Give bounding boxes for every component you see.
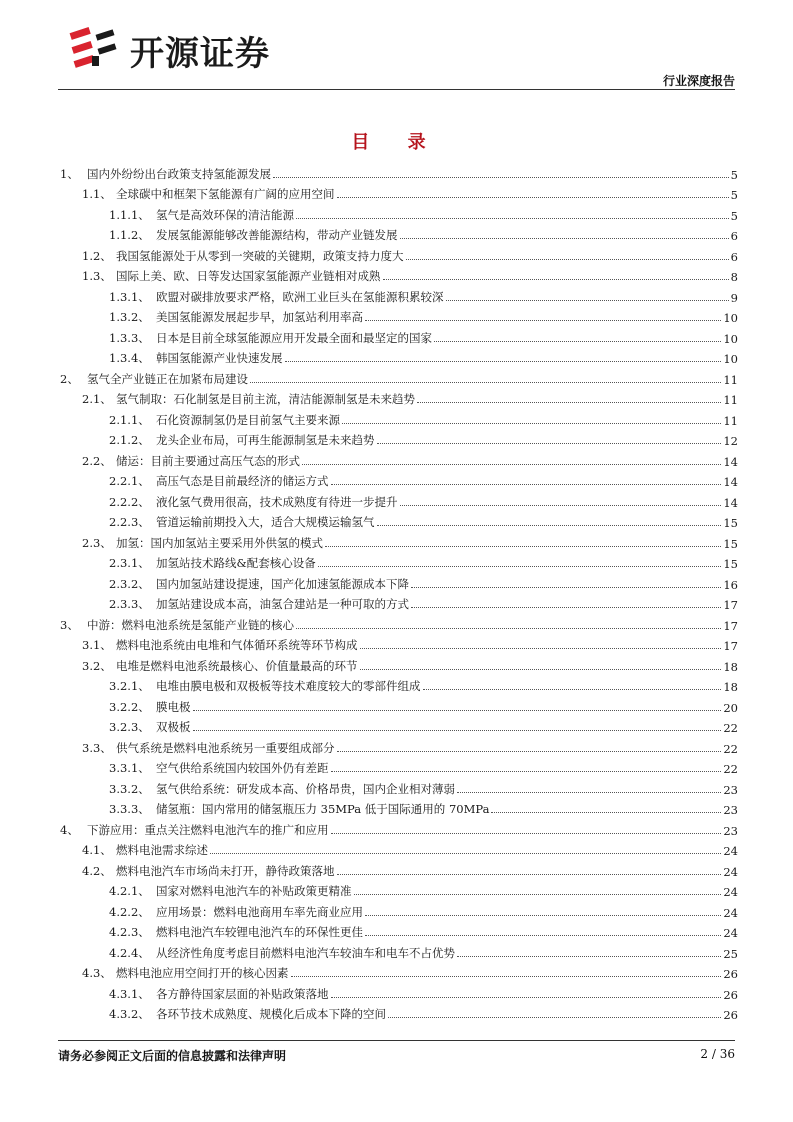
toc-entry-page[interactable]: 23 [723,803,738,817]
toc-entry[interactable] [58,612,738,633]
toc-dot-leader [388,1017,721,1018]
toc-entry-page[interactable]: 8 [730,270,738,284]
toc-entry-title[interactable]: 燃料电池汽车较锂电池汽车的环保性更佳 [156,925,363,939]
toc-entry-title[interactable]: 国家对燃料电池汽车的补贴政策更精准 [156,884,352,898]
toc-dot-leader [406,259,729,260]
toc-entry[interactable] [58,182,738,203]
toc-entry-title[interactable]: 液化氢气费用很高，技术成熟度有待进一步提升 [156,494,398,509]
toc-entry[interactable] [58,797,738,818]
toc-entry-page[interactable]: 15 [723,557,738,571]
toc-entry-title[interactable]: 从经济性角度考虑目前燃料电池汽车较油车和电车不占优势 [156,945,455,960]
toc-entry-page[interactable]: 11 [723,393,738,407]
toc-entry-page[interactable]: 25 [723,946,738,961]
toc-dot-leader [331,771,722,772]
toc-entry-page[interactable]: 17 [723,598,738,612]
toc-entry[interactable] [58,571,738,592]
toc-dot-leader [365,935,721,936]
brand-name: 开源证券 [130,34,270,74]
toc-entry[interactable] [58,223,738,244]
toc-entry-title[interactable]: 各方静待国家层面的补贴政策落地 [156,986,329,1001]
toc-entry-number: 1.1.1、 [109,207,150,222]
toc-dot-leader [296,628,721,629]
toc-entry[interactable] [58,448,738,469]
toc-entry[interactable] [58,633,738,654]
toc-entry[interactable] [58,469,738,490]
toc-entry-page[interactable]: 18 [723,659,738,674]
toc-entry-title[interactable]: 我国氢能源处于从零到一突破的关键期，政策支持力度大 [116,248,404,263]
footer-disclaimer: 请务必参阅正文后面的信息披露和法律声明 [58,1049,287,1063]
toc-entry[interactable] [58,592,738,613]
toc-entry[interactable] [58,305,738,326]
toc-entry-page[interactable]: 14 [723,495,738,510]
toc-entry-page[interactable]: 15 [723,516,738,530]
toc-entry-number: 4、 [60,822,79,837]
toc-entry-title[interactable]: 下游应用：重点关注燃料电池汽车的推广和应用 [87,822,329,837]
toc-entry[interactable] [58,961,738,982]
toc-entry[interactable] [58,489,738,510]
report-type-label: 行业深度报告 [662,74,735,88]
toc-entry-page[interactable]: 20 [723,700,738,715]
toc-entry-title[interactable]: 欧盟对碳排放要求严格，欧洲工业巨头在氢能源积累较深 [156,289,444,304]
toc-entry-number: 1.2、 [82,248,112,263]
footer-divider [58,1040,735,1041]
toc-entry-number: 3.2.1、 [109,679,150,693]
header-divider [58,89,735,90]
toc-entry-number: 3.2.2、 [109,699,150,714]
toc-dot-leader [331,833,722,834]
toc-entry-page[interactable]: 12 [723,434,738,448]
toc-entry-title[interactable]: 电堆由膜电极和双极板等技术难度较大的零部件组成 [156,679,421,693]
toc-entry-page[interactable]: 17 [723,618,738,633]
toc-entry-title[interactable]: 加氢站建设成本高，油氢合建站是一种可取的方式 [156,597,409,611]
toc-entry-number: 4.3.2、 [109,1007,150,1021]
toc-entry-title[interactable]: 储氢瓶：国内常用的储氢瓶压力 35MPa 低于国际通用的 70MPa [156,802,490,816]
toc-dot-leader [365,320,721,321]
toc-entry-title[interactable]: 国内加氢站建设提速，国产化加速氢能源成本下降 [156,576,409,591]
toc-entry[interactable] [58,715,738,736]
toc-entry-page[interactable]: 24 [723,885,738,899]
toc-entry-page[interactable]: 23 [723,782,738,797]
toc-dot-leader [273,177,729,178]
toc-entry-title[interactable]: 美国氢能源发展起步早，加氢站利用率高 [156,310,363,324]
toc-dot-leader [360,648,722,649]
toc-entry-title[interactable]: 高压气态是目前最经济的储运方式 [156,474,329,488]
toc-entry-number: 2.3、 [82,535,112,550]
toc-entry-page[interactable]: 5 [730,188,738,202]
toc-dot-leader [337,874,722,875]
toc-entry[interactable] [58,920,738,941]
toc-entry[interactable] [58,838,738,859]
toc-entry[interactable] [58,407,738,428]
toc-entry-page[interactable]: 6 [730,249,738,264]
toc-entry-page[interactable]: 5 [730,167,738,182]
toc-entry-page[interactable]: 14 [723,454,738,469]
toc-entry[interactable] [58,858,738,879]
toc-entry-title[interactable]: 龙头企业布局，可再生能源制氢是未来趋势 [156,433,375,447]
table-of-contents [58,161,738,1022]
toc-entry-page[interactable]: 17 [723,639,738,653]
toc-entry-page[interactable]: 11 [723,372,738,387]
toc-entry[interactable] [58,674,738,695]
toc-entry-number: 2.3.1、 [109,556,150,570]
toc-entry-number: 3.2.3、 [109,720,150,734]
toc-dot-leader [193,730,722,731]
toc-entry-title[interactable]: 电堆是燃料电池系统最核心、价值量最高的环节 [116,658,358,673]
toc-entry-number: 2.2、 [82,453,112,468]
toc-entry-page[interactable]: 18 [723,680,738,694]
kaiyuan-logo-icon [68,22,120,70]
toc-entry[interactable] [58,366,738,387]
toc-entry-page[interactable]: 23 [723,823,738,838]
toc-entry-number: 1.1.2、 [109,228,150,242]
toc-entry-page[interactable]: 24 [723,844,738,858]
toc-entry-title[interactable]: 燃料电池系统由电堆和气体循环系统等环节构成 [116,638,358,652]
toc-entry-number: 4.2、 [82,863,112,878]
toc-entry-title[interactable]: 各环节技术成熟度、规模化后成本下降的空间 [156,1007,386,1021]
toc-entry-number: 4.3、 [82,966,112,980]
toc-entry-number: 1.3.4、 [109,351,150,365]
toc-entry[interactable] [58,284,738,305]
toc-dot-leader [342,423,721,424]
toc-entry-number: 3.3.2、 [109,781,150,796]
toc-entry-title[interactable]: 燃料电池应用空间打开的核心因素 [116,966,289,980]
toc-entry-title[interactable]: 氢气是高效环保的清洁能源 [156,207,294,222]
toc-dot-leader [318,566,722,567]
toc-entry-number: 2.2.1、 [109,474,150,488]
toc-entry-number: 2.1.2、 [109,433,150,447]
toc-dot-leader [296,218,729,219]
toc-dot-leader [210,853,721,854]
toc-entry[interactable] [58,817,738,838]
toc-dot-leader [291,976,722,977]
toc-entry[interactable] [58,325,738,346]
toc-entry-page[interactable]: 22 [723,721,738,735]
toc-entry-title[interactable]: 发展氢能源能够改善能源结构，带动产业链发展 [156,228,398,242]
toc-entry-title[interactable]: 双极板 [156,720,191,734]
toc-entry-page[interactable]: 26 [723,987,738,1002]
toc-dot-leader [434,341,721,342]
toc-dot-leader [337,197,729,198]
toc-entry-title[interactable]: 加氢站技术路线&配套核心设备 [156,556,316,570]
toc-entry-number: 3.1、 [82,638,112,652]
toc-entry-title[interactable]: 日本是目前全球氢能源应用开发最全面和最坚定的国家 [156,330,432,345]
toc-dot-leader [331,484,722,485]
toc-entry[interactable] [58,202,738,223]
toc-entry-title[interactable]: 燃料电池汽车市场尚未打开，静待政策落地 [116,863,335,878]
toc-dot-leader [337,751,722,752]
toc-entry-number: 3、 [60,617,79,632]
toc-entry-number: 4.2.3、 [109,925,150,939]
toc-entry-title[interactable]: 储运：目前主要通过高压气态的形式 [116,453,300,468]
toc-entry-page[interactable]: 15 [723,536,738,551]
toc-entry-page[interactable]: 24 [723,926,738,940]
toc-entry-number: 2.2.2、 [109,494,150,509]
toc-entry-page[interactable]: 14 [723,475,738,489]
toc-dot-leader [377,443,722,444]
toc-entry-page[interactable]: 5 [730,208,738,223]
toc-dot-leader [491,812,721,813]
toc-entry-number: 1.3.1、 [109,289,150,304]
toc-dot-leader [411,587,721,588]
toc-dot-leader [446,300,729,301]
toc-entry-number: 4.3.1、 [109,986,150,1001]
toc-entry-number: 2.1.1、 [109,412,150,427]
toc-entry-title[interactable]: 空气供给系统国内较国外仍有差距 [156,761,329,775]
toc-dot-leader [417,402,721,403]
toc-entry[interactable] [58,899,738,920]
toc-entry-page[interactable]: 24 [723,905,738,920]
toc-dot-leader [250,382,721,383]
toc-dot-leader [457,792,721,793]
toc-entry-number: 4.2.1、 [109,884,150,898]
toc-dot-leader [325,546,721,547]
toc-entry-page[interactable]: 24 [723,864,738,879]
toc-entry-title[interactable]: 加氢：国内加氢站主要采用外供氢的模式 [116,535,323,550]
toc-dot-leader [377,525,722,526]
toc-entry-page[interactable]: 22 [723,741,738,756]
toc-entry-number: 3.2、 [82,658,112,673]
toc-entry-page[interactable]: 16 [723,577,738,592]
toc-dot-leader [457,956,721,957]
toc-entry-page[interactable]: 10 [723,311,738,325]
toc-entry-title[interactable]: 国内外纷纷出台政策支持氢能源发展 [87,166,271,181]
toc-entry-number: 2.3.3、 [109,597,150,611]
toc-entry[interactable] [58,735,738,756]
toc-dot-leader [285,361,722,362]
toc-entry-page[interactable]: 22 [723,762,738,776]
toc-entry-number: 2.1、 [82,392,112,406]
toc-title: 目 录 [351,132,442,153]
toc-entry-title[interactable]: 中游：燃料电池系统是氢能产业链的核心 [87,617,294,632]
toc-entry[interactable] [58,243,738,264]
toc-entry[interactable] [58,530,738,551]
toc-entry-number: 2、 [60,371,79,386]
toc-entry[interactable] [58,551,738,572]
toc-entry-page[interactable]: 10 [723,352,738,366]
toc-dot-leader [423,689,722,690]
toc-entry[interactable] [58,694,738,715]
toc-entry[interactable] [58,981,738,1002]
toc-entry-title[interactable]: 石化资源制氢仍是目前氢气主要来源 [156,412,340,427]
toc-entry-number: 3.3.1、 [109,761,150,775]
toc-entry-title[interactable]: 燃料电池需求综述 [116,843,208,857]
toc-entry[interactable] [58,510,738,531]
toc-entry-title[interactable]: 氢气制取：石化制氢是目前主流，清洁能源制氢是未来趋势 [116,392,415,406]
footer-page-number: 2 / 36 [700,1047,735,1061]
toc-entry-number: 1.1、 [82,187,112,201]
toc-dot-leader [365,915,721,916]
toc-entry-number: 3.3.3、 [109,802,150,816]
toc-entry-number: 2.2.3、 [109,515,150,529]
toc-entry-number: 1、 [60,166,79,181]
toc-dot-leader [400,505,722,506]
toc-dot-leader [400,238,729,239]
toc-dot-leader [331,997,722,998]
toc-entry[interactable] [58,161,738,182]
toc-entry[interactable] [58,1002,738,1023]
toc-entry-number: 4.1、 [82,843,112,857]
toc-entry[interactable] [58,776,738,797]
page-header [0,0,793,90]
toc-entry-title[interactable]: 全球碳中和框架下氢能源有广阔的应用空间 [116,187,335,201]
toc-entry[interactable] [58,879,738,900]
toc-entry-number: 4.2.2、 [109,904,150,919]
toc-entry-number: 3.3、 [82,740,112,755]
toc-entry[interactable] [58,264,738,285]
toc-entry[interactable] [58,756,738,777]
toc-entry-title[interactable]: 应用场景：燃料电池商用车率先商业应用 [156,904,363,919]
toc-dot-leader [383,279,729,280]
toc-dot-leader [193,710,722,711]
toc-entry-number: 1.3.2、 [109,310,150,324]
toc-entry[interactable] [58,346,738,367]
toc-entry-page[interactable]: 9 [730,290,738,305]
toc-dot-leader [360,669,722,670]
toc-entry-page[interactable]: 26 [723,967,738,981]
toc-entry-title[interactable]: 管道运输前期投入大，适合大规模运输氢气 [156,515,375,529]
toc-entry[interactable] [58,940,738,961]
toc-entry-title[interactable]: 供气系统是燃料电池系统另一重要组成部分 [116,740,335,755]
toc-entry-number: 4.2.4、 [109,945,150,960]
toc-dot-leader [411,607,721,608]
toc-dot-leader [302,464,721,465]
toc-entry-title[interactable]: 氢气全产业链正在加紧布局建设 [87,371,248,386]
toc-entry-number: 1.3.3、 [109,330,150,345]
toc-entry-number: 2.3.2、 [109,576,150,591]
toc-entry-page[interactable]: 26 [723,1008,738,1022]
toc-entry-title[interactable]: 国际上美、欧、日等发达国家氢能源产业链相对成熟 [116,269,381,283]
toc-entry[interactable] [58,428,738,449]
toc-entry-title[interactable]: 膜电极 [156,699,191,714]
toc-entry-page[interactable]: 11 [723,413,738,428]
toc-entry-page[interactable]: 6 [730,229,738,243]
toc-entry-page[interactable]: 10 [723,331,738,346]
toc-entry-number: 1.3、 [82,269,112,283]
toc-dot-leader [354,894,722,895]
toc-entry-title[interactable]: 氢气供给系统：研发成本高、价格昂贵，国内企业相对薄弱 [156,781,455,796]
toc-entry[interactable] [58,387,738,408]
toc-entry[interactable] [58,653,738,674]
toc-entry-title[interactable]: 韩国氢能源产业快速发展 [156,351,283,365]
